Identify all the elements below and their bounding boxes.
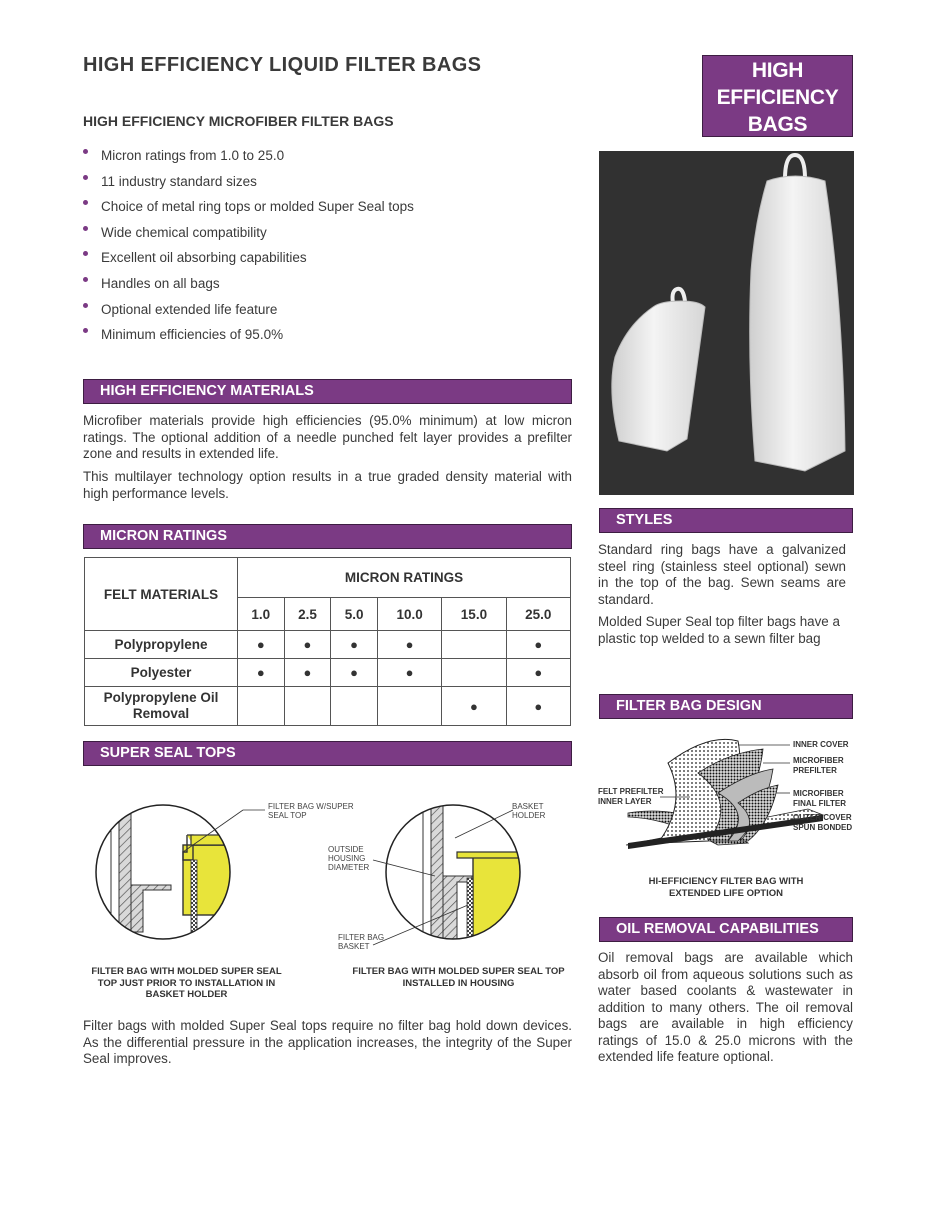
oil-removal-paragraph: Oil removal bags are available which absorb oil from aqueous solutions such as water based coolants & wastewater in addition to many others. The oil removal bags are available in high efficiency ratings of 15.0 & 25.0 microns with the extended life feature optional. <box>598 950 853 1064</box>
materials-paragraph: This multilayer technology option results in a true graded density material with high performance levels. <box>83 469 572 501</box>
materials-heading: HIGH EFFICIENCY MATERIALS <box>83 379 572 404</box>
micron-group-header: MICRON RATINGS <box>238 558 571 598</box>
rating-cell: ● <box>442 687 506 726</box>
feature-text: Optional extended life feature <box>101 301 278 317</box>
super-seal-paragraph: Filter bags with molded Super Seal tops require no filter bag hold down devices. As the differential pressure in the application increases, the integrity of the Super Seal improves. <box>83 1018 572 1066</box>
bullet-icon <box>83 200 88 205</box>
bullet-icon <box>83 251 88 256</box>
bullet-icon <box>83 277 88 282</box>
rating-cell: ● <box>238 631 285 659</box>
list-item <box>83 274 553 300</box>
row-label: Polypropylene <box>85 631 238 659</box>
design-heading: FILTER BAG DESIGN <box>599 694 853 719</box>
table-row <box>85 659 571 687</box>
super-seal-caption-installed: FILTER BAG WITH MOLDED SUPER SEAL TOP INSTALLED IN HOUSING <box>352 966 565 989</box>
list-item <box>83 197 553 223</box>
label-filter-bag-super-seal: FILTER BAG W/SUPER SEAL TOP <box>268 802 354 820</box>
super-seal-heading: SUPER SEAL TOPS <box>83 741 572 766</box>
feature-text: Handles on all bags <box>101 275 220 291</box>
list-item <box>83 172 553 198</box>
label-microfiber-final: MICROFIBER FINAL FILTER <box>793 789 847 808</box>
column-header: 25.0 <box>506 598 570 631</box>
column-header: 5.0 <box>331 598 378 631</box>
felt-materials-header: FELT MATERIALS <box>85 558 238 631</box>
feature-text: Wide chemical compatibility <box>101 224 267 240</box>
seal-installed-diagram <box>383 800 533 950</box>
label-inner-cover: INNER COVER <box>793 740 849 749</box>
rating-cell <box>442 631 506 659</box>
rating-cell <box>331 687 378 726</box>
rating-cell: ● <box>238 659 285 687</box>
rating-cell: ● <box>377 659 441 687</box>
badge-line: HIGH <box>751 59 804 82</box>
badge-line: BAGS <box>747 113 808 136</box>
table-row <box>85 687 571 726</box>
filter-bags-photo <box>599 151 854 495</box>
rating-cell <box>377 687 441 726</box>
rating-cell: ● <box>284 659 331 687</box>
feature-text: Excellent oil absorbing capabilities <box>101 250 307 266</box>
micron-ratings-heading: MICRON RATINGS <box>83 524 572 549</box>
feature-text: Choice of metal ring tops or molded Super Seal tops <box>101 199 414 215</box>
list-item <box>83 325 553 351</box>
rating-cell <box>238 687 285 726</box>
list-item <box>83 248 553 274</box>
super-seal-caption-before: FILTER BAG WITH MOLDED SUPER SEAL TOP JUST PRIOR TO INSTALLATION IN BASKET HOLDER <box>91 966 282 1000</box>
row-label: Polypropylene Oil Removal <box>85 687 238 726</box>
bullet-icon <box>83 175 88 180</box>
title-badge <box>702 55 853 137</box>
table-row <box>85 631 571 659</box>
bullet-icon <box>83 328 88 333</box>
rating-cell: ● <box>377 631 441 659</box>
badge-line: EFFICIENCY <box>716 86 839 109</box>
feature-text: Minimum efficiencies of 95.0% <box>101 327 284 343</box>
row-label: Polyester <box>85 659 238 687</box>
column-header: 1.0 <box>238 598 285 631</box>
feature-text: 11 industry standard sizes <box>101 173 257 189</box>
design-caption: HI-EFFICIENCY FILTER BAG WITH EXTENDED LIFE OPTION <box>648 876 804 899</box>
label-basket-holder: BASKET HOLDER <box>512 802 546 820</box>
page-title: HIGH EFFICIENCY LIQUID FILTER BAGS <box>83 54 482 76</box>
bullet-icon <box>83 303 88 308</box>
rating-cell: ● <box>506 687 570 726</box>
bullet-icon <box>83 149 88 154</box>
label-filter-bag-basket: FILTER BAG BASKET <box>338 933 385 951</box>
list-item <box>83 146 553 172</box>
rating-cell: ● <box>331 659 378 687</box>
styles-heading: STYLES <box>599 508 853 533</box>
rating-cell: ● <box>284 631 331 659</box>
rating-cell <box>442 659 506 687</box>
styles-paragraph: Standard ring bags have a galvanized steel ring (stainless steel optional) sewn in the top of the bag. Sewn seams are standard. <box>598 542 846 607</box>
rating-cell: ● <box>331 631 378 659</box>
micron-ratings-table <box>84 557 571 726</box>
materials-paragraph: Microfiber materials provide high efficiencies (95.0% minimum) at low micron ratings. The optional addition of a needle punched felt layer provides a prefilter zone and results in extended life. <box>83 413 572 461</box>
column-header: 15.0 <box>442 598 506 631</box>
bullet-icon <box>83 226 88 231</box>
label-outer-cover: OUTER COVER SPUN BONDED <box>793 813 853 832</box>
section-subtitle: HIGH EFFICIENCY MICROFIBER FILTER BAGS <box>83 113 394 129</box>
column-header: 10.0 <box>377 598 441 631</box>
column-header: 2.5 <box>284 598 331 631</box>
label-microfiber-prefilter: MICROFIBER PREFILTER <box>793 756 844 775</box>
rating-cell: ● <box>506 659 570 687</box>
feature-list <box>83 146 553 351</box>
oil-removal-heading: OIL REMOVAL CAPABILITIES <box>599 917 853 942</box>
rating-cell <box>284 687 331 726</box>
list-item <box>83 223 553 249</box>
filter-bags-image <box>599 151 854 495</box>
feature-text: Micron ratings from 1.0 to 25.0 <box>101 148 285 163</box>
styles-paragraph: Molded Super Seal top filter bags have a plastic top welded to a sewn filter bag <box>598 614 840 646</box>
label-outside-housing: OUTSIDE HOUSING DIAMETER <box>328 845 370 872</box>
rating-cell: ● <box>506 631 570 659</box>
label-felt-prefilter: FELT PREFILTER INNER LAYER <box>598 787 664 806</box>
list-item <box>83 300 553 326</box>
